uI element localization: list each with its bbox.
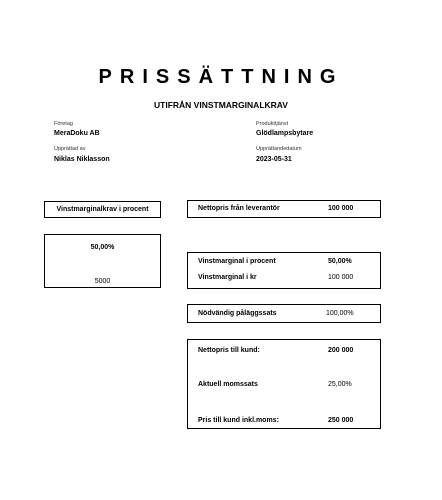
margin-requirement-label: Vinstmarginalkrav i procent	[56, 206, 149, 213]
page-subtitle: UTIFRÅN VINSTMARGINALKRAV	[154, 100, 288, 110]
author-label: Upprättad av	[54, 146, 86, 152]
author-value: Niklas Niklasson	[54, 156, 110, 163]
markup-value: 100,00%	[326, 310, 354, 317]
total-label: Pris till kund inkl.moms:	[198, 417, 279, 424]
margin-requirement-input-box[interactable]	[44, 234, 161, 288]
markup-label: Nödvändig påläggssats	[198, 310, 277, 317]
margin-percent-label: Vinstmarginal i procent	[198, 258, 276, 265]
net-customer-label: Nettopris till kund:	[198, 347, 260, 354]
product-value: Glödlampsbytare	[256, 130, 314, 137]
product-label: Produkttjänst	[256, 121, 289, 127]
margin-requirement-amount: 5000	[94, 278, 111, 285]
net-supplier-value: 100 000	[328, 205, 354, 212]
net-supplier-label: Nettopris från leverantör	[198, 205, 280, 212]
customer-price-box	[187, 339, 381, 429]
date-label: Upprättandedatum	[256, 146, 302, 152]
margin-percent-value: 50,00%	[328, 258, 352, 265]
vat-value: 25,00%	[328, 381, 352, 388]
margin-box	[187, 252, 381, 289]
page-title: PRISSÄTTNING	[98, 66, 344, 88]
margin-kr-value: 100 000	[328, 274, 354, 281]
date-value: 2023-05-31	[256, 156, 292, 163]
total-value: 250 000	[328, 417, 354, 424]
net-customer-value: 200 000	[328, 347, 354, 354]
company-label: Företag	[54, 121, 73, 127]
vat-label: Aktuell momssats	[198, 381, 258, 388]
net-supplier-box	[187, 200, 381, 218]
margin-requirement-label-box	[44, 201, 161, 218]
margin-kr-label: Vinstmarginal i kr	[198, 274, 257, 281]
company-value: MeraDoku AB	[54, 130, 100, 137]
markup-box	[187, 304, 381, 323]
margin-requirement-percent: 50,00%	[90, 244, 115, 251]
